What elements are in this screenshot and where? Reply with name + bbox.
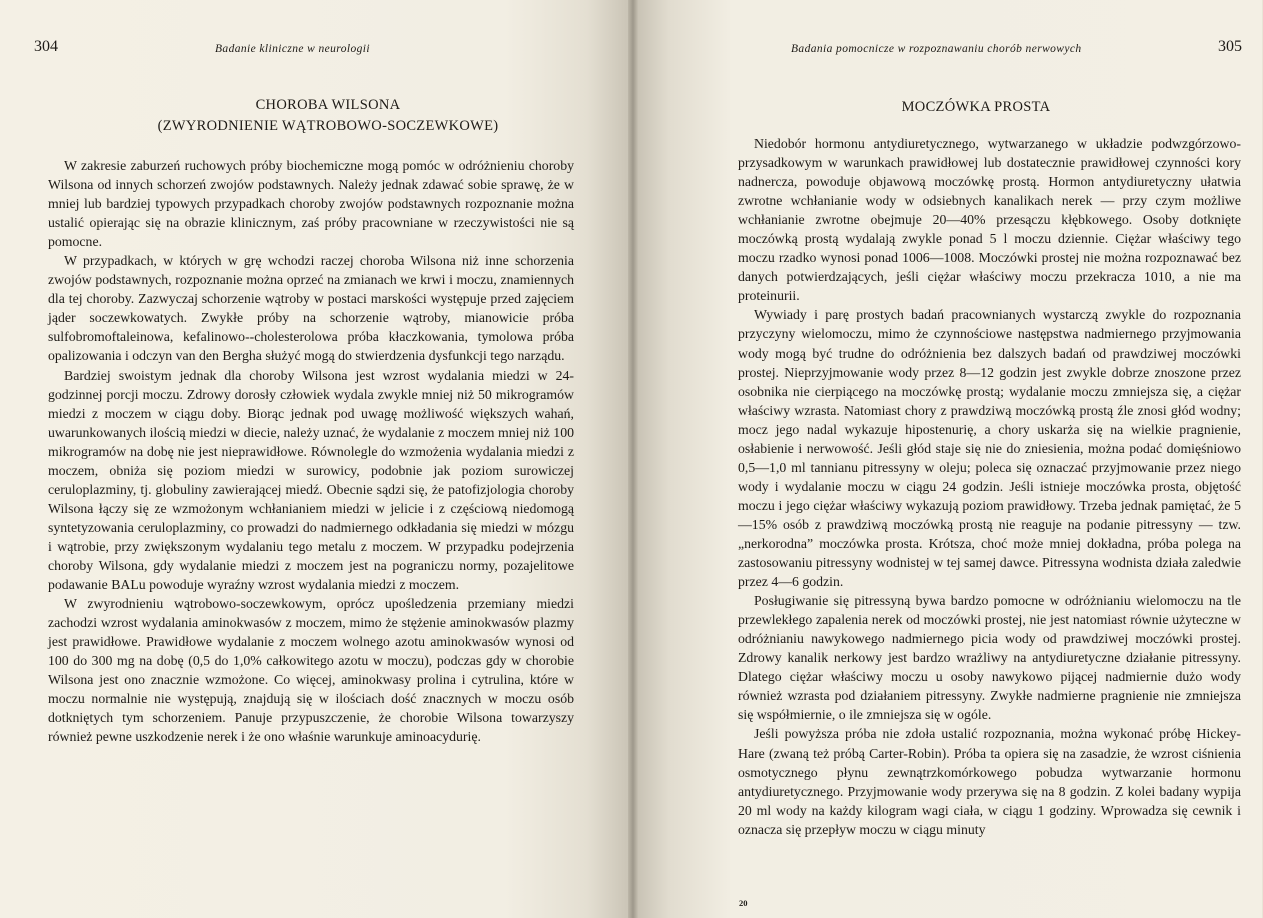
right-running-title: Badania pomocnicze w rozpoznawaniu chorób nerwowych	[791, 43, 1082, 55]
left-title-line2: (ZWYRODNIENIE WĄTROBOWO-SOCZEWKOWE)	[157, 118, 499, 134]
book-spine-shadow	[628, 0, 638, 918]
left-paragraph: W zakresie zaburzeń ruchowych próby biochemiczne mogą pomóc w odróżnieniu choroby Wilsona od innych schorzeń zwojów podstawnych. Należy jednak zdawać sobie sprawę, że w mniej lub bardziej typowych przypadkach choroby zwojów podstawnych rozpoznanie można ustalić opierając się na obrazie klinicznym, zaś próby pracowniane w rzeczywistości nie są pomocne.	[48, 158, 574, 250]
right-page-number: 305	[1218, 38, 1242, 55]
right-section-title: MOCZÓWKA PROSTA	[901, 99, 1051, 115]
left-paragraph: W zwyrodnieniu wątrobowo-soczewkowym, oprócz upośledzenia przemiany miedzi zachodzi wzrost wydalania aminokwasów z moczem, mimo że stężenie aminokwasów plazmy jest prawidłowe. Prawidłowe wydalanie z moczem wolnego azotu aminokwasów wynosi od 100 do 300 mg na dobę (0,5 do 1,0% całkowitego azotu w moczu), podczas gdy w chorobie Wilsona jest ono znacznie wzmożone. Co więcej, aminokwasy prolina i cytrulina, które w moczu normalnie nie występują, znajdują się w ilościach dość znacznych w moczu osób dotkniętych tym schorzeniem. Panuje przypuszczenie, że chorobie Wilsona towarzyszy również pewne uszkodzenie nerek i że ono właśnie warunkuje aminoacydurię.	[48, 596, 574, 745]
left-running-title: Badanie kliniczne w neurologii	[215, 43, 370, 55]
left-page-number: 304	[34, 38, 58, 55]
right-paragraph: Posługiwanie się pitressyną bywa bardzo pomocne w odróżnianiu wielomoczu na tle przewlekłego zapalenia nerek od moczówki prostej, nie jest natomiast równie użyteczne w odróżnianiu nawykowego nadmiernego picia wody od prawdziwej moczówki prostej. Zdrowy kanalik nerkowy jest bardzo wrażliwy na antydiuretyczne działanie pitressyny. Dlatego ciężar właściwy moczu u osoby nawykowo pijącej nadmiernie dużo wody również wzrasta pod działaniem pitressyny. Zwykłe nadmierne pragnienie nie zmniejsza się współmiernie, o ile zmniejsza się w ogóle.	[738, 593, 1241, 723]
left-title-line1: CHOROBA WILSONA	[255, 97, 401, 113]
right-paragraph: Jeśli powyższa próba nie zdoła ustalić rozpoznania, można wykonać próbę Hickey-Hare (zwaną też próbą Carter-Robin). Próba ta opiera się na zasadzie, że wzrost ciśnienia osmotycznego płynu zewnątrzkomórkowego pobudza wytwarzanie hormonu antydiuretycznego. Przyjmowanie wody przerywa się na 8 godzin. Z kolei badany wypija 20 ml wody na każdy kilogram wagi ciała, w ciągu 1 godziny. Wprowadza się cewnik i oznacza się przepływ moczu w ciągu minuty	[738, 726, 1241, 837]
right-body-text	[738, 134, 1241, 839]
left-section-title	[48, 95, 608, 137]
right-page	[631, 0, 1262, 918]
signature-mark: 20	[739, 898, 748, 908]
left-paragraph: W przypadkach, w których w grę wchodzi raczej choroba Wilsona niż inne schorzenia zwojów podstawnych, rozpoznanie można oprzeć na zmianach we krwi i moczu, znamiennych dla tej choroby. Zazwyczaj schorzenie wątroby w postaci marskości występuje przed zajęciem jąder soczewkowatych. Zwykłe próby na schorzenie wątroby, mianowicie próba sulfobromoftaleinowa, kefalinowo--cholesterolowa próba kłaczkowania, tymolowa próba opalizowania i odczyn van den Bergha służyć mogą do stwierdzenia dysfunkcji tego narządu.	[48, 253, 574, 364]
right-paragraph: Niedobór hormonu antydiuretycznego, wytwarzanego w układzie podwzgórzowo-przysadkowym w warunkach prawidłowej lub dostatecznie prawidłowej czynności kory nadnercza, powoduje objawową moczówkę prostą. Hormon antydiuretyczny ułatwia zwrotne wchłanianie wody w odsiebnych kanalikach nerek — przy czym możliwe wchłanianie zwrotne obejmuje 20—40% przesączu kłębkowego. Osoby dotknięte moczówką prostą wydalają zwykle ponad 5 l moczu dziennie. Ciężar właściwy tego moczu rzadko wynosi ponad 1006—1008. Moczówki prostej nie można rozpoznawać bez danych potwierdzających, jeśli ciężar właściwy moczu przekracza 1010, a nie ma proteinurii.	[738, 136, 1241, 304]
left-paragraph: Bardziej swoistym jednak dla choroby Wilsona jest wzrost wydalania miedzi w 24-godzinnej porcji moczu. Zdrowy dorosły człowiek wydala zwykle mniej niż 50 mikrogramów miedzi z moczem w ciągu doby. Biorąc jednak pod uwagę możliwość większych wahań, uwarunkowanych ilością miedzi w diecie, należy uznać, że wydalanie z moczem mniej niż 100 mikrogramów na dobę nie jest nieprawidłowe. Równolegle do wzmożenia wydalania miedzi z moczem, obniża się poziom miedzi w surowicy, podobnie jak poziom surowiczej ceruloplazminy, tj. globuliny zawierającej miedź. Obecnie sądzi się, że patofizjologia choroby Wilsona łączy się ze wzmożonym wchłanianiem miedzi w jelicie i z częściową niedomogą syntetyzowania ceruloplazminy, co prowadzi do nadmiernego odkładania się miedzi w mózgu i wątrobie, przy zwiększonym wydalaniu tego metalu z moczem. W przypadku podejrzenia choroby Wilsona, gdy wydalanie miedzi z moczem jest na pograniczu normy, pozajelitowe podawanie BALu powoduje wyraźny wzrost wydalania miedzi z moczem.	[48, 367, 574, 593]
left-body-text	[48, 156, 574, 746]
right-paragraph: Wywiady i parę prostych badań pracownianych wystarczą zwykle do rozpoznania przyczyny wielomoczu, mimo że czynnościowe następstwa nadmiernego przyjmowania wody mogą być trudne do odróżnienia bez dalszych badań od prawdziwej moczówki prostej. Nieprzyjmowanie wody przez 8—12 godzin jest zwykle dobrze znoszone przez osobnika nie cierpiącego na moczówkę prostą; wydalanie moczu zmniejsza się, a ciężar właściwy wzrasta. Natomiast chory z prawdziwą moczówką prostą źle znosi głód wodny; mocz jego nadal wykazuje hipostenurię, a chory uskarża się na wielkie pragnienie, osłabienie i nerwowość. Jeśli głód staje się nie do zniesienia, można podać domięśniowo 0,5—1,0 ml tannianu pitressyny w oleju; poleca się oznaczać przyjmowanie przez niego wody i wydalanie moczu w ciągu 24 godzin. Jeśli istnieje moczówka prosta, objętość moczu i jego ciężar właściwy wykazują poziom prawidłowy. Trzeba jednak pamiętać, że 5—15% osób z prawdziwą moczówką prostą nie reaguje na podanie pitressyny — tzw. „nerkorodna” moczówka prosta. Krótsza, choć może mniej dokładna, próba polega na zastosowaniu pitressyny wodnistej w tej samej dawce. Pitressyna wodnista działa zaledwie przez 4—6 godzin.	[738, 307, 1241, 590]
left-page	[0, 0, 631, 918]
